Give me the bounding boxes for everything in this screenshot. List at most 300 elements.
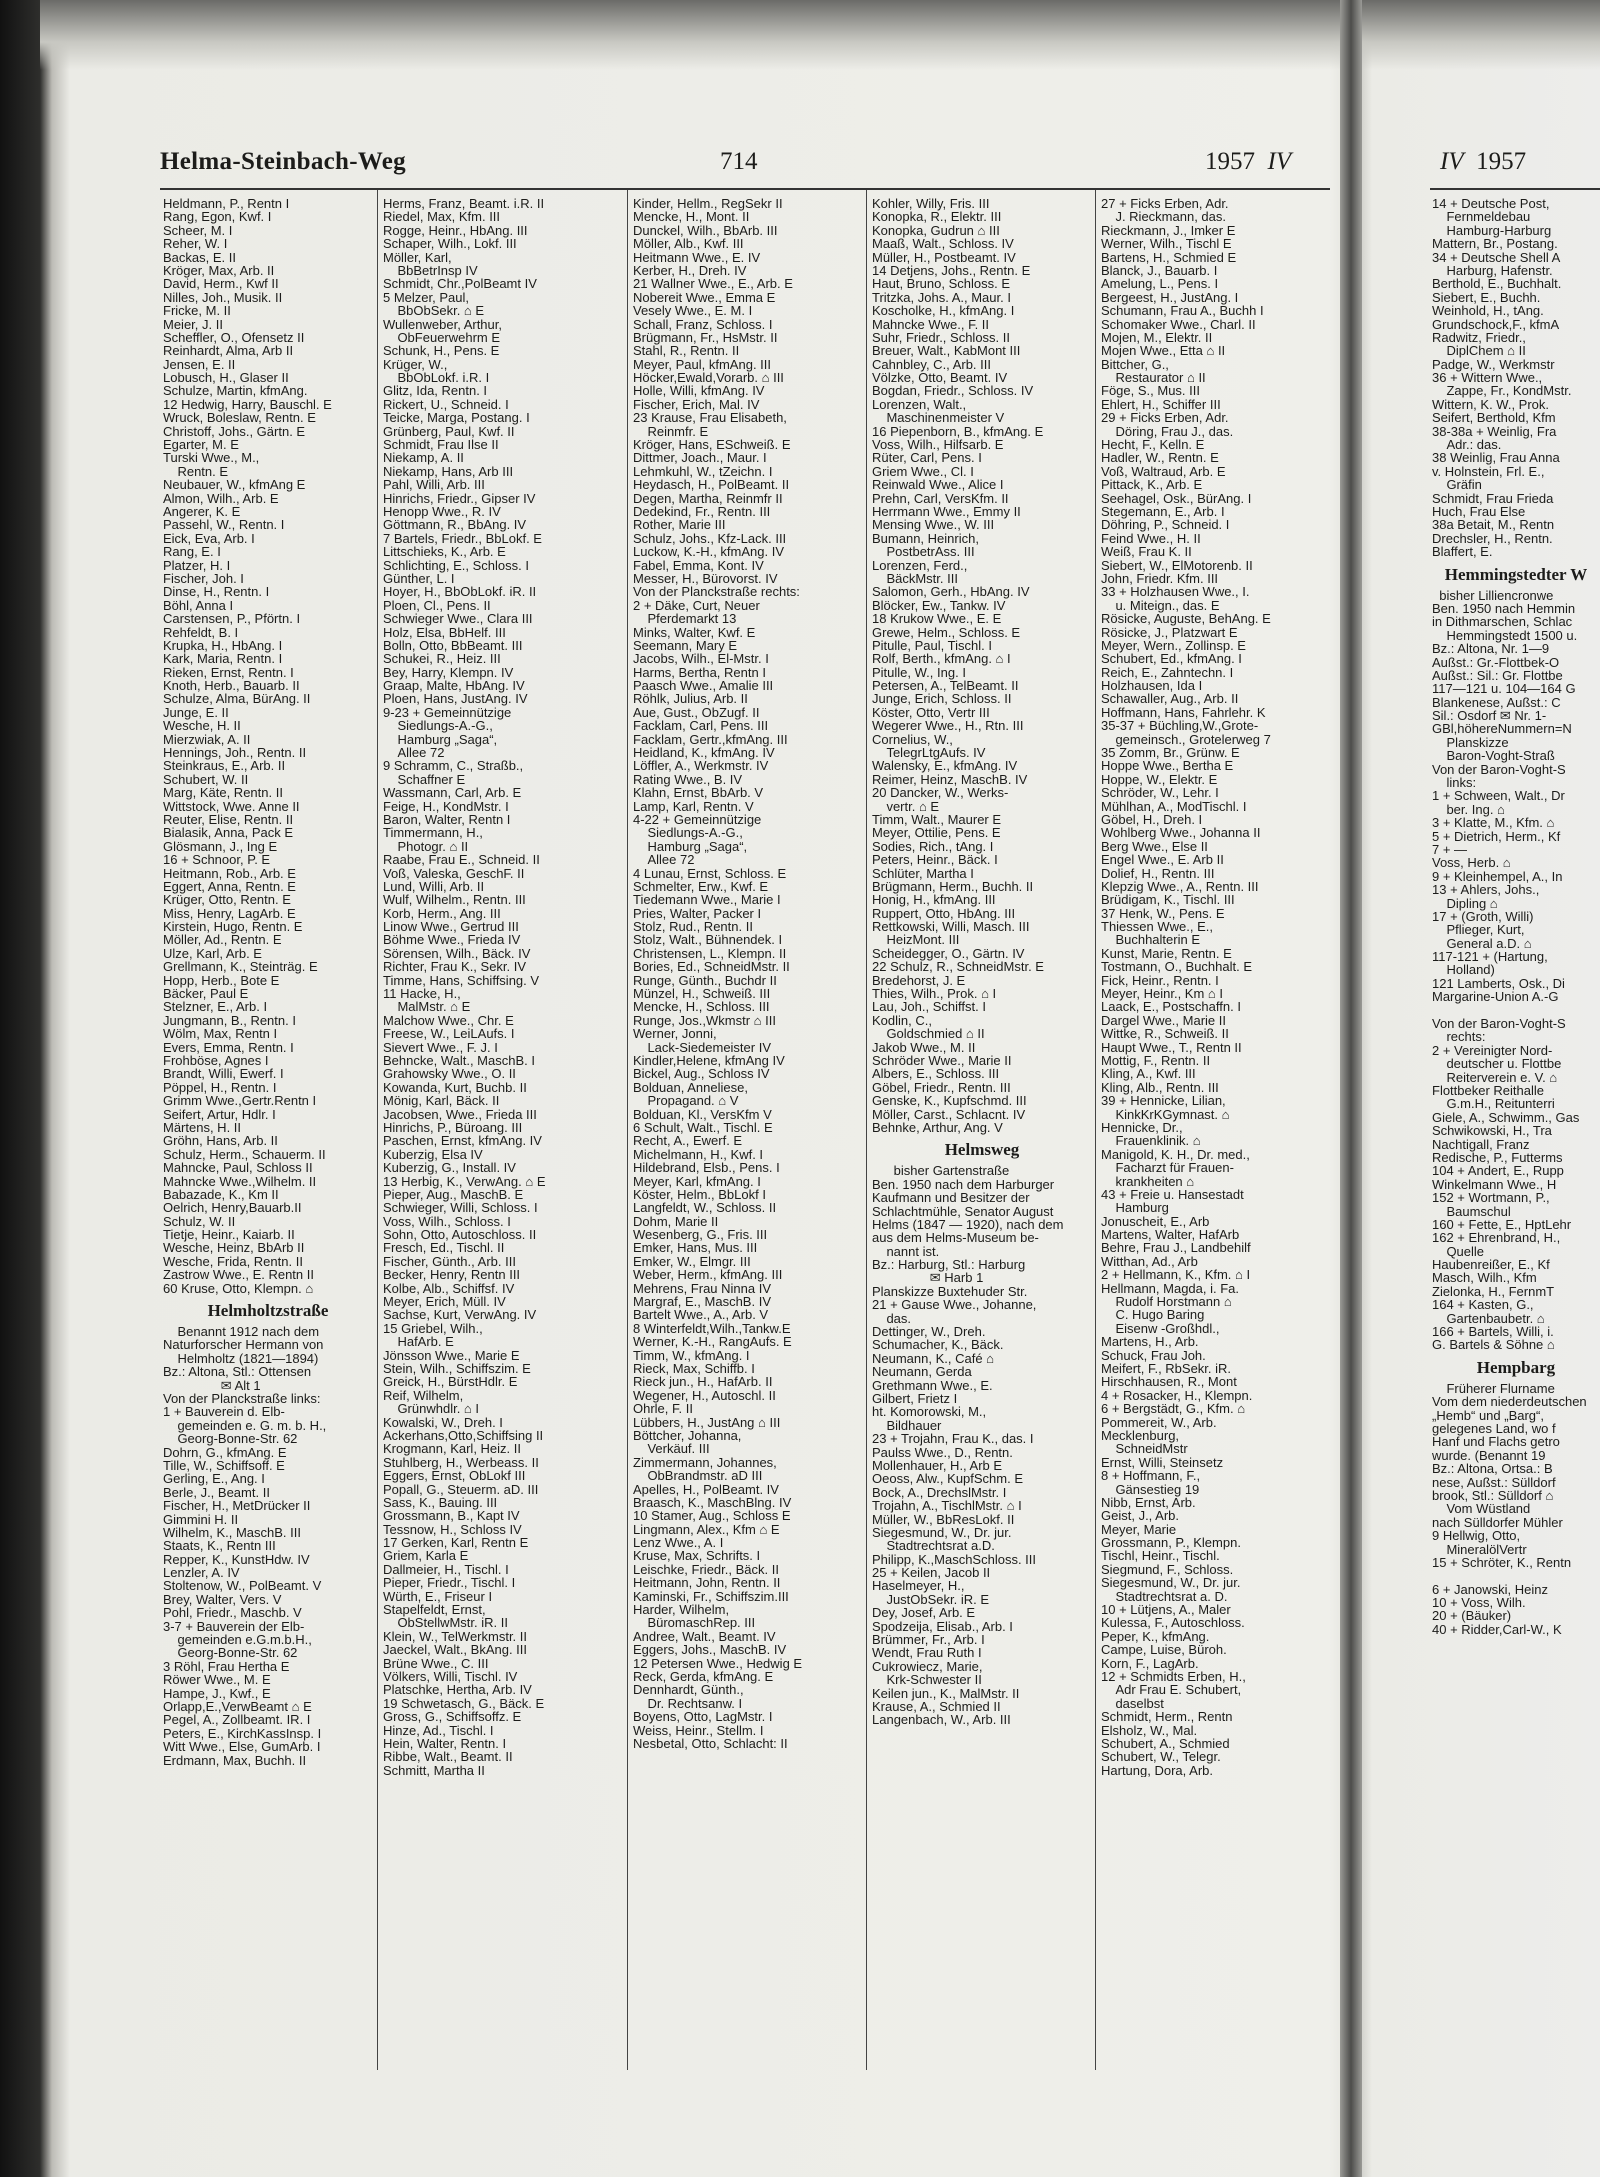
directory-entry: Brey, Walter, Vers. V xyxy=(163,1591,282,1607)
directory-entry: Werner, Wilh., Tischl E xyxy=(1101,236,1232,252)
directory-entry: Mencke, H., Mont. II xyxy=(633,209,750,225)
directory-entry: Behnke, Arthur, Ang. V xyxy=(872,1119,1003,1135)
directory-entry: Wesenberg, G., Fris. III xyxy=(633,1227,768,1243)
directory-entry: Vom dem niederdeutschen xyxy=(1432,1394,1587,1410)
directory-entry: Ribbe, Walt., Beamt. II xyxy=(383,1749,513,1765)
directory-entry: Gräfin xyxy=(1432,477,1482,493)
directory-entry: Margarine-Union A.-G xyxy=(1432,989,1559,1005)
directory-entry: Bittcher, G., xyxy=(1101,356,1169,372)
directory-entry: Salomon, Gerh., HbAng. IV xyxy=(872,584,1030,600)
directory-entry: Pahl, Willi, Arb. III xyxy=(383,477,485,493)
directory-entry: Gimmini H. II xyxy=(163,1511,239,1527)
directory-entry: Martens, Walter, HafArb xyxy=(1101,1227,1240,1243)
directory-entry: Kark, Maria, Rentn. I xyxy=(163,651,283,667)
directory-entry: 152 + Wortmann, P., xyxy=(1432,1190,1550,1206)
directory-entry: Emker, W., Elmgr. III xyxy=(633,1253,751,1269)
directory-entry: 16 + Schnoor, P. E xyxy=(163,852,271,868)
directory-entry: Meyer, Paul, kfmAng. III xyxy=(633,356,771,372)
page-year xyxy=(1205,148,1291,188)
directory-entry: 117—121 u. 104—164 G xyxy=(1432,681,1576,697)
directory-entry: PostbetrAss. III xyxy=(872,544,975,560)
directory-entry: Angerer, K. E xyxy=(163,503,241,519)
directory-entry: Schröder, W., Lehr. I xyxy=(1101,785,1219,801)
right-volume-text: IV xyxy=(1440,148,1464,175)
directory-entry: Bredehorst, J. E xyxy=(872,972,966,988)
directory-entry: Haupt Wwe., T., Rentn II xyxy=(1101,1039,1242,1055)
directory-entry: 12 Hedwig, Harry, Bauschl. E xyxy=(163,396,332,412)
directory-entry: Facharzt für Frauen- xyxy=(1101,1160,1234,1176)
directory-entry: Sachse, Kurt, VerwAng. IV xyxy=(383,1307,537,1323)
directory-entry: Seifert, Artur, Hdlr. I xyxy=(163,1106,276,1122)
directory-entry: Korb, Herm., Ang. III xyxy=(383,905,501,921)
directory-entry: 15 Griebel, Wilh., xyxy=(383,1320,483,1336)
directory-entry: Gänsestieg 19 xyxy=(1101,1481,1200,1497)
directory-entry: Peters, E., KirchKassInsp. I xyxy=(163,1725,322,1741)
directory-entry: Gross, G., Schiffsoffz. E xyxy=(383,1709,522,1725)
directory-entry: Zastrow Wwe., E. Rentn II xyxy=(163,1267,314,1283)
directory-entry: BbBetrInsp IV xyxy=(383,262,478,278)
directory-entry: 4 + Rosacker, H., Klempn. xyxy=(1101,1387,1253,1403)
directory-entry: Jakob Wwe., M. II xyxy=(872,1039,976,1055)
directory-entry: HeizMont. III xyxy=(872,932,960,948)
directory-entry: BbObSekr. ⌂ E xyxy=(383,303,485,319)
directory-entry: 3 + Klatte, M., Kfm. ⌂ xyxy=(1432,815,1555,831)
directory-entry: Propagand. ⌂ V xyxy=(633,1093,739,1109)
directory-entry: Schubert, W., Telegr. xyxy=(1101,1749,1221,1765)
directory-entry: Glitz, Ida, Rentn. I xyxy=(383,383,488,399)
directory-entry: Kling, A., Kwf. III xyxy=(1101,1066,1196,1082)
directory-entry: Kindler,Helene, kfmAng IV xyxy=(633,1053,785,1068)
directory-entry: 38 Weinlig, Frau Anna xyxy=(1432,450,1560,466)
directory-entry: Köster, Helm., BbLokf I xyxy=(633,1186,766,1202)
directory-entry: Grellmann, K., Steinträg. E xyxy=(163,959,318,975)
directory-entry: Kaufmann und Besitzer der xyxy=(872,1190,1030,1206)
directory-entry: Meyer, Karl, kfmAng. I xyxy=(633,1173,761,1189)
directory-entry: 3 Röhl, Frau Hertha E xyxy=(163,1658,290,1674)
directory-entry: Hoppe, W., Elektr. E xyxy=(1101,771,1218,787)
directory-entry: BbObLokf. i.R. I xyxy=(383,370,490,386)
directory-entry: Bock, A., DrechslMstr. I xyxy=(872,1484,1007,1500)
directory-entry: Manigold, K. H., Dr. med., xyxy=(1101,1146,1250,1162)
directory-entry: Schwieger, Willi, Schloss. I xyxy=(383,1200,538,1216)
directory-entry: 33 + Holzhausen Wwe., I. xyxy=(1101,584,1250,600)
directory-entry: Seehagel, Osk., BürAng. I xyxy=(1101,490,1252,506)
directory-entry: 121 Lamberts, Osk., Di xyxy=(1432,975,1565,991)
directory-entry: Lingmann, Alex., Kfm ⌂ E xyxy=(633,1521,780,1537)
directory-entry: Frohböse, Agnes I xyxy=(163,1053,269,1068)
directory-entry: Klein, W., TelWerkmstr. II xyxy=(383,1628,527,1644)
directory-entry: Rettkowski, Willi, Masch. III xyxy=(872,919,1030,935)
directory-entry: Grundschock,F., kfmA xyxy=(1432,316,1560,332)
directory-entry: Hinrichs, Friedr., Gipser IV xyxy=(383,490,536,506)
directory-entry: Wohlberg Wwe., Johanna II xyxy=(1101,825,1261,841)
directory-entry: John, Friedr. Kfm. III xyxy=(1101,570,1219,586)
directory-entry: Stolz, Walt., Bühnendek. I xyxy=(633,932,783,948)
directory-entry: Naturforscher Hermann von xyxy=(163,1337,324,1353)
directory-entry: Laack, E., Postschaffn. I xyxy=(1101,999,1241,1015)
directory-entry: Wittke, R., Schweiß. II xyxy=(1101,1026,1229,1042)
directory-entry: Egarter, M. E xyxy=(163,437,239,453)
directory-entry: Tischl, Heinr., Tischl. xyxy=(1101,1548,1220,1564)
directory-entry: Klepzig Wwe., A., Rentn. III xyxy=(1101,878,1259,894)
directory-entry: Ohrle, F. II xyxy=(633,1401,693,1417)
directory-entry: Böhl, Anna I xyxy=(163,597,234,613)
right-page-header xyxy=(1440,148,1526,188)
directory-entry: Wesche, H. II xyxy=(163,718,241,734)
directory-entry: Werner, Jonni, xyxy=(633,1026,717,1042)
directory-entry: Wegerer Wwe., H., Rtn. III xyxy=(872,718,1024,734)
directory-entry: Krüger, Otto, Rentn. E xyxy=(163,892,291,908)
directory-entry: Voss, Wilh., Schloss. I xyxy=(383,1213,511,1229)
directory-entry: Von der Planckstraße links: xyxy=(163,1390,321,1406)
directory-entry: 35 Zomm, Br., Grünw. E xyxy=(1101,745,1240,761)
directory-entry: Schwikowski, H., Tra xyxy=(1432,1123,1552,1139)
directory-entry: Lenzler, A. IV xyxy=(163,1565,240,1581)
directory-entry: Philipp, K.,MaschSchloss. III xyxy=(872,1551,1037,1567)
directory-entry: Möller, Carst., Schlacnt. IV xyxy=(872,1106,1026,1122)
directory-entry: v. Holnstein, Frl. E., xyxy=(1432,463,1545,479)
directory-entry: Hamburg „Saga“, xyxy=(633,838,748,854)
directory-entry: Behncke, Walt., MaschB. I xyxy=(383,1053,535,1068)
directory-entry: Rösicke, Auguste, BehAng. E xyxy=(1101,611,1271,627)
directory-entry: Sievert Wwe., F. J. I xyxy=(383,1039,498,1055)
directory-entry: Dinse, H., Rentn. I xyxy=(163,584,270,600)
directory-entry: Kröger, Hans, ESchweiß. E xyxy=(633,437,791,453)
directory-entry: Graap, Malte, HbAng. IV xyxy=(383,678,525,694)
directory-entry: Bz.: Altona, Nr. 1—9 xyxy=(1432,641,1550,657)
directory-entry: Tietje, Heinr., Kaiarb. II xyxy=(163,1227,295,1243)
directory-entry: Lübbers, H., JustAng ⌂ III xyxy=(633,1414,781,1430)
directory-entry: Facklam, Carl, Pens. III xyxy=(633,718,769,734)
directory-entry: Peters, Heinr., Bäck. I xyxy=(872,852,998,868)
directory-entry: 34 + Deutsche Shell A xyxy=(1432,249,1561,265)
header-rule xyxy=(160,188,1330,190)
directory-entry: 1 + Schween, Walt., Dr xyxy=(1432,788,1565,804)
directory-entry: Schulze, Martin, kfmAng. xyxy=(163,383,308,399)
directory-entry: Außst.: Gr.-Flottbek-O xyxy=(1432,654,1560,670)
directory-entry: Malchow Wwe., Chr. E xyxy=(383,1012,514,1028)
directory-entry: Babazade, K., Km II xyxy=(163,1186,279,1202)
directory-entry: Holzhausen, Ida I xyxy=(1101,678,1203,694)
directory-entry: Kodlin, C., xyxy=(872,1012,932,1028)
directory-entry: Minks, Walter, Kwf. E xyxy=(633,624,756,640)
directory-entry: Behre, Frau J., Landbehilf xyxy=(1101,1240,1251,1256)
directory-entry: Eggers, Ernst, ObLokf III xyxy=(383,1468,526,1484)
directory-entry: Platschke, Hertha, Arb. IV xyxy=(383,1682,532,1698)
directory-entry: Wruck, Boleslaw, Rentn. E xyxy=(163,410,316,426)
directory-entry: Schukei, R., Heiz. III xyxy=(383,651,501,667)
directory-entry: Schulze, Alma, BürAng. II xyxy=(163,691,311,707)
directory-entry: Dolief, H., Rentn. III xyxy=(1101,865,1215,881)
directory-entry: Albers, E., Schloss. III xyxy=(872,1066,1000,1082)
directory-entry: Meifert, F., RbSekr. iR. xyxy=(1101,1360,1232,1376)
directory-entry: 2 + Vereinigter Nord- xyxy=(1432,1042,1553,1058)
directory-entry: G. Bartels & Söhne ⌂ xyxy=(1432,1337,1555,1353)
directory-entry: Göttmann, R., BbAng. IV xyxy=(383,517,527,533)
directory-entry: Christoff, Johs., Gärtn. E xyxy=(163,423,306,439)
right-year-text: 1957 xyxy=(1476,148,1527,175)
directory-entry: Wittern, K. W., Prok. xyxy=(1432,396,1550,412)
directory-entry: Ruppert, Otto, HbAng. III xyxy=(872,905,1016,921)
directory-entry: 10 + Voss, Wilh. xyxy=(1432,1595,1526,1611)
directory-entry: J. Rieckmann, das. xyxy=(1101,209,1226,225)
directory-entry: Braasch, K., MaschBlng. IV xyxy=(633,1494,792,1510)
directory-entry: 13 + Ahlers, Johs., xyxy=(1432,882,1540,898)
directory-entry: Nilles, Joh., Musik. II xyxy=(163,289,283,305)
directory-entry xyxy=(1432,1004,1600,1017)
directory-entry: Jacobsen, Wwe., Frieda III xyxy=(383,1106,537,1122)
directory-entry: Jacobs, Wilh., El-Mstr. I xyxy=(633,651,769,667)
directory-entry: Haubenreißer, E., Kf xyxy=(1432,1257,1550,1273)
directory-entry: Lobusch, H., Glaser II xyxy=(163,370,289,386)
directory-entry: Holz, Elsa, BbHelf. III xyxy=(383,624,506,640)
directory-entry: Rentn. E xyxy=(163,463,229,479)
directory-entry: Neumann, Gerda xyxy=(872,1364,972,1380)
directory-entry: Pöppel, H., Rentn. I xyxy=(163,1079,277,1095)
directory-entry: Mönig, Karl, Bäck. II xyxy=(383,1093,500,1109)
directory-entry: Facklam, Gertr.,kfmAng. III xyxy=(633,731,788,747)
directory-entry: Gröhn, Hans, Arb. II xyxy=(163,1133,278,1149)
directory-entry: Bickel, Aug., Schloss IV xyxy=(633,1066,770,1082)
directory-entry: Petersen, A., TelBeamt. II xyxy=(872,678,1019,694)
directory-entry: Blanck, J., Bauarb. I xyxy=(1101,262,1218,278)
directory-column-6 xyxy=(1432,197,1600,1636)
directory-entry: Grethmann Wwe., E. xyxy=(872,1377,993,1393)
directory-entry: Tostmann, O., Buchhalt. E xyxy=(1101,959,1253,975)
directory-entry: Redische, P., Futterms xyxy=(1432,1149,1563,1165)
directory-entry: 25 + Keilen, Jacob II xyxy=(872,1565,991,1581)
directory-entry: Niekamp, A. II xyxy=(383,450,464,466)
directory-entry: Schubert, W. II xyxy=(163,771,249,787)
directory-entry: Dohm, Marie II xyxy=(633,1213,719,1229)
directory-entry: Meyer, Ottilie, Pens. E xyxy=(872,825,1001,841)
directory-entry: 160 + Fette, E., HptLehr xyxy=(1432,1216,1572,1232)
directory-entry: DiplChem ⌂ II xyxy=(1432,343,1526,359)
directory-entry: Brüdigam, K., Tischl. III xyxy=(1101,892,1235,908)
directory-entry: Sodies, Rich., tAng. I xyxy=(872,838,994,854)
directory-entry: Schwieger Wwe., Clara III xyxy=(383,611,533,627)
directory-entry: brook, Stl.: Sülldorf ⌂ xyxy=(1432,1487,1554,1503)
directory-entry: Gilbert, Frietz I xyxy=(872,1390,958,1406)
directory-entry: in Dithmarschen, Schlac xyxy=(1432,614,1573,630)
directory-entry: Mierzwiak, A. II xyxy=(163,731,251,747)
directory-entry: Mencke, H., Schloss. III xyxy=(633,999,770,1015)
directory-entry: Wegener, H., Autoschl. II xyxy=(633,1387,776,1403)
directory-entry: Lorenzen, Ferd., xyxy=(872,557,968,573)
directory-entry: Zappe, Fr., KondMstr. xyxy=(1432,383,1572,399)
volume-text: IV xyxy=(1267,148,1292,175)
directory-entry: Oelrich, Henry,Bauarb.II xyxy=(163,1200,302,1216)
directory-entry: Hinze, Ad., Tischl. I xyxy=(383,1722,494,1738)
directory-entry: Löffler, A., Werkmstr. IV xyxy=(633,758,769,774)
directory-entry: HafArb. E xyxy=(383,1334,454,1350)
directory-entry: Griem Wwe., Cl. I xyxy=(872,463,974,479)
directory-entry: 17 + (Groth, Willi) xyxy=(1432,908,1534,924)
directory-entry: 16 Piepenborn, B., kfmAng. E xyxy=(872,423,1044,439)
directory-entry: Padge, W., Werkmstr xyxy=(1432,356,1555,372)
directory-entry: Lenz Wwe., A. I xyxy=(633,1535,724,1551)
directory-entry: Wassmann, Carl, Arb. E xyxy=(383,785,522,801)
directory-entry: Stelzner, E., Arb. I xyxy=(163,999,268,1015)
directory-entry: u. Miteign., das. E xyxy=(1101,597,1220,613)
directory-entry: Döring, Frau J., das. xyxy=(1101,423,1234,439)
directory-entry: Bolduan, Kl., VersKfm V xyxy=(633,1106,772,1122)
directory-entry: Kunst, Marie, Rentn. E xyxy=(1101,945,1232,961)
directory-entry: MalMstr. ⌂ E xyxy=(383,999,471,1015)
directory-entry: Reiterverein e. V. ⌂ xyxy=(1432,1069,1558,1085)
directory-entry: aus dem Helms-Museum be- xyxy=(872,1230,1039,1246)
directory-entry: Voß, Valeska, GeschF. II xyxy=(383,865,525,881)
directory-entry: Klahn, Ernst, BbArb. V xyxy=(633,785,764,801)
directory-entry: 6 + Janowski, Heinz xyxy=(1432,1581,1548,1597)
directory-entry: Von der Baron-Voght-S xyxy=(1432,761,1566,777)
directory-entry: Gartenbaubetr. ⌂ xyxy=(1432,1310,1545,1326)
directory-entry: Kling, Alb., Rentn. III xyxy=(1101,1079,1219,1095)
directory-entry: 164 + Kasten, G., xyxy=(1432,1297,1534,1313)
directory-entry: 37 Henk, W., Pens. E xyxy=(1101,905,1225,921)
directory-entry: Voß, Waltraud, Arb. E xyxy=(1101,463,1226,479)
directory-entry: 40 + Ridder,Carl-W., K xyxy=(1432,1621,1562,1637)
directory-entry: Föge, S., Mus. III xyxy=(1101,383,1200,399)
directory-entry: Pohl, Friedr., Maschb. V xyxy=(163,1605,302,1621)
directory-entry: Teicke, Marga, Postang. I xyxy=(383,410,530,426)
directory-entry: Weiß, Frau K. II xyxy=(1101,544,1192,560)
directory-entry: GBl,höhereNummern=N xyxy=(1432,721,1572,737)
directory-entry: Heydasch, H., PolBeamt. II xyxy=(633,477,790,493)
directory-entry: Riedel, Max, Kfm. III xyxy=(383,209,501,225)
directory-entry: Brüne Wwe., C. III xyxy=(383,1655,489,1671)
directory-entry: Haut, Bruno, Schloss. E xyxy=(872,276,1011,292)
directory-entry: Müller, W., BbResLokf. II xyxy=(872,1511,1015,1527)
directory-entry: Grimm Wwe.,Gertr.Rentn I xyxy=(163,1093,317,1109)
directory-entry: Bey, Harry, Klempn. IV xyxy=(383,664,514,680)
directory-entry: Lund, Willi, Arb. II xyxy=(383,878,485,894)
directory-entry: Grünberg, Paul, Kwf. II xyxy=(383,423,515,439)
directory-entry: Bumann, Heinrich, xyxy=(872,530,979,546)
directory-entry: Marg, Käte, Rentn. II xyxy=(163,785,283,801)
directory-entry: Kröger, Max, Arb. II xyxy=(163,262,275,278)
directory-entry: Röwer Wwe., M. E xyxy=(163,1672,271,1688)
directory-entry: Elsholz, W., Mal. xyxy=(1101,1722,1198,1738)
directory-entry: 36 + Wittern Wwe., xyxy=(1432,370,1543,386)
directory-column-1 xyxy=(163,197,373,1767)
directory-entry: Zimmermann, Johannes, xyxy=(633,1454,777,1470)
directory-entry: Kowanda, Kurt, Buchb. II xyxy=(383,1079,527,1095)
directory-entry: Stadtrechtsrat a.D. xyxy=(872,1538,995,1554)
directory-entry: Hoppe Wwe., Bertha E xyxy=(1101,758,1234,774)
directory-entry: ber. Ing. ⌂ xyxy=(1432,801,1505,817)
directory-entry: gemeinden e.G.m.b.H., xyxy=(163,1632,312,1648)
directory-entry: Mensing Wwe., W. III xyxy=(872,517,995,533)
directory-entry: TelegrLtgAufs. IV xyxy=(872,745,986,761)
directory-entry: Bories, Ed., SchneidMstr. II xyxy=(633,959,790,975)
directory-entry: Mottig, F., Rentn. II xyxy=(1101,1053,1211,1068)
directory-entry: 18 Krukow Wwe., E. E xyxy=(872,611,1002,627)
directory-entry: MineralölVertr xyxy=(1432,1541,1527,1557)
directory-entry: Eggert, Anna, Rentn. E xyxy=(163,878,296,894)
directory-entry: 17 Gerken, Karl, Rentn E xyxy=(383,1535,529,1551)
directory-entry: nese, Außst.: Sülldorf xyxy=(1432,1474,1556,1490)
directory-entry: Kulessa, F., Autoschloss. xyxy=(1101,1615,1245,1631)
directory-entry: 6 + Bergstädt, G., Kfm. ⌂ xyxy=(1101,1401,1246,1417)
directory-entry: Allee 72 xyxy=(383,745,445,761)
directory-entry: Almon, Wilh., Arb. E xyxy=(163,490,279,506)
directory-column-2 xyxy=(383,197,623,1777)
directory-entry: Kirstein, Hugo, Rentn. E xyxy=(163,919,303,935)
directory-entry: Schmidt, Frau Ilse II xyxy=(383,437,499,453)
directory-entry: Pitulle, Paul, Tischl. I xyxy=(872,637,992,653)
directory-entry: Flottbeker Reithalle xyxy=(1432,1083,1544,1098)
directory-entry: Konopka, Gudrun ⌂ III xyxy=(872,222,1000,238)
directory-entry: 4 Lunau, Ernst, Schloss. E xyxy=(633,865,787,881)
directory-entry: Hellmann, Magda, i. Fa. xyxy=(1101,1280,1240,1296)
directory-entry: Schulz, Johs., Kfz-Lack. III xyxy=(633,530,787,546)
directory-entry: krankheiten ⌂ xyxy=(1101,1173,1195,1189)
directory-entry: Heitmann, John, Rentn. II xyxy=(633,1575,781,1591)
directory-entry: 9-23 + Gemeinnützige xyxy=(383,704,512,720)
directory-entry: Hampe, J., Kwf., E xyxy=(163,1685,271,1701)
directory-entry: Paasch Wwe., Amalie III xyxy=(633,678,774,694)
directory-entry: Rieck, Max, Schiffb. I xyxy=(633,1360,755,1376)
directory-entry: Hein, Walter, Rentn. I xyxy=(383,1735,507,1751)
directory-entry: Andree, Walt., Beamt. IV xyxy=(633,1628,776,1644)
directory-entry: 8 Winterfeldt,Wilh.,Tankw.E xyxy=(633,1320,791,1336)
directory-entry: Hadler, W., Rentn. E xyxy=(1101,450,1219,466)
directory-entry: Benannt 1912 nach dem xyxy=(163,1324,320,1340)
directory-entry: Schunk, H., Pens. E xyxy=(383,343,500,359)
directory-entry: 10 + Lütjens, A., Maler xyxy=(1101,1602,1231,1618)
directory-entry: 21 Wallner Wwe., E., Arb. E xyxy=(633,276,793,292)
directory-entry: Höcker,Ewald,Vorarb. ⌂ III xyxy=(633,370,784,386)
directory-entry: Lorenzen, Walt., xyxy=(872,396,967,412)
directory-entry: 2 + Hellmann, K., Kfm. ⌂ I xyxy=(1101,1267,1251,1283)
directory-entry: Winkelmann Wwe., H xyxy=(1432,1176,1557,1192)
column-rule xyxy=(1095,190,1096,2070)
directory-entry: 104 + Andert, E., Rupp xyxy=(1432,1163,1564,1179)
directory-entry: Dohrn, G., kfmAng. E xyxy=(163,1444,287,1460)
directory-entry: Rang, Egon, Kwf. I xyxy=(163,209,272,225)
directory-entry: ht. Komorowski, M., xyxy=(872,1404,987,1420)
directory-entry: Photogr. ⌂ II xyxy=(383,838,469,854)
directory-entry: 23 Krause, Frau Elisabeth, xyxy=(633,410,787,426)
directory-entry: Lehmkuhl, W., tZeichn. I xyxy=(633,463,773,479)
directory-entry: Knoth, Herb., Bauarb. II xyxy=(163,678,300,694)
directory-entry: Fresch, Ed., Tischl. II xyxy=(383,1240,505,1256)
directory-entry: Völzke, Otto, Beamt. IV xyxy=(872,370,1008,386)
directory-entry: Sörensen, Wilh., Bäck. IV xyxy=(383,945,531,961)
directory-entry: Timme, Hans, Schiffsing. V xyxy=(383,972,540,988)
directory-entry: Backas, E. II xyxy=(163,249,236,265)
directory-entry: Verkäuf. III xyxy=(633,1441,710,1457)
directory-entry: Scheer, M. I xyxy=(163,222,233,238)
directory-entry: Schulz, W. II xyxy=(163,1213,236,1229)
directory-entry: Fischer, Günth., Arb. III xyxy=(383,1253,516,1269)
directory-entry: Tessnow, H., Schloss IV xyxy=(383,1521,522,1537)
directory-entry: Baron-Voght-Straß xyxy=(1432,748,1555,764)
directory-entry: Eggers, Johs., MaschB. IV xyxy=(633,1642,787,1658)
directory-entry: Möller, Ad., Rentn. E xyxy=(163,932,282,948)
directory-entry: Buchhalterin E xyxy=(1101,932,1200,948)
directory-entry: Jönsson Wwe., Marie E xyxy=(383,1347,520,1363)
directory-entry: Hinrichs, P., Büroang. III xyxy=(383,1119,523,1135)
directory-entry: Eick, Eva, Arb. I xyxy=(163,530,255,546)
directory-entry: Maaß, Walt., Schloss. IV xyxy=(872,236,1014,252)
directory-entry: Lau, Joh., Schiffst. I xyxy=(872,999,986,1015)
directory-entry: Schumann, Frau A., Buchh I xyxy=(1101,303,1264,319)
directory-entry: Kolbe, Alb., Schiffsf. IV xyxy=(383,1280,515,1296)
directory-entry: Bogdan, Friedr., Schloss. IV xyxy=(872,383,1034,399)
directory-entry: 117-121 + (Hartung, xyxy=(1432,949,1548,965)
